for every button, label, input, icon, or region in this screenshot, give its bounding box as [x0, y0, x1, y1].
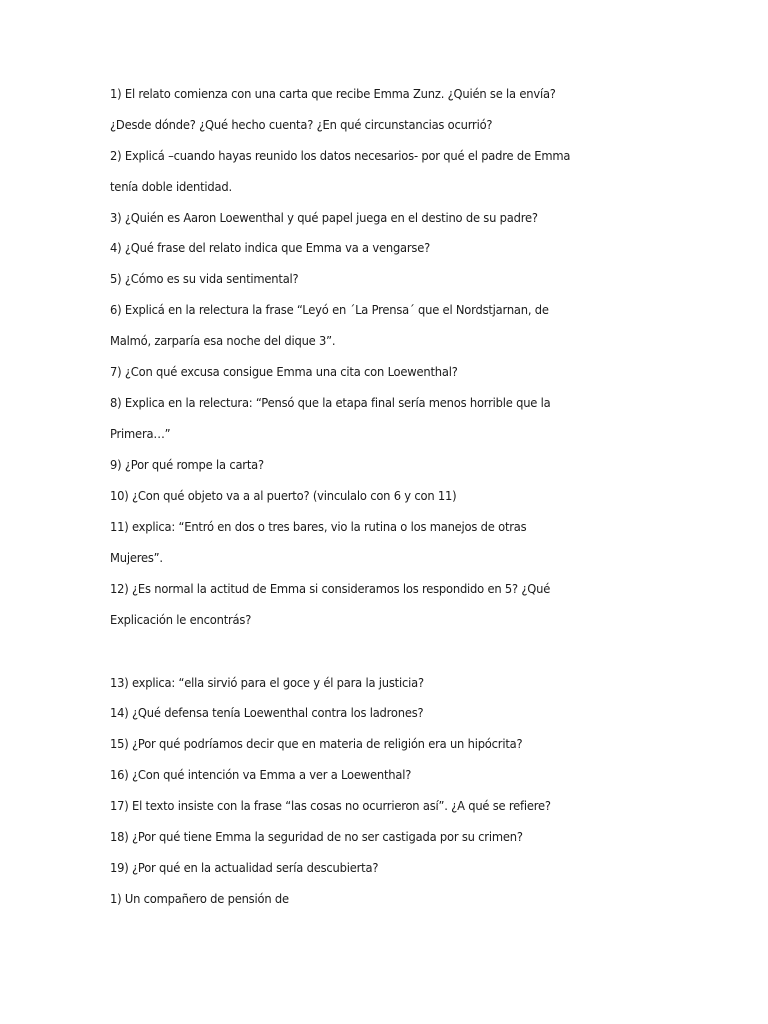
question-3: 3) ¿Quién es Aaron Loewenthal y qué papel juega en el destino de su padre?: [110, 211, 538, 226]
question-4: 4) ¿Qué frase del relato indica que Emma va a vengarse?: [110, 241, 431, 256]
question-12-line-2: Explicación le encontrás?: [110, 613, 252, 628]
question-2-line-2: tenía doble identidad.: [110, 180, 232, 195]
question-15: 15) ¿Por qué podríamos decir que en materia de religión era un hipócrita?: [110, 737, 523, 752]
question-8-line-2: Primera…”: [110, 427, 171, 442]
question-17: 17) El texto insiste con la frase “las cosas no ocurrieron así”. ¿A qué se refiere?: [110, 799, 551, 814]
question-16: 16) ¿Con qué intención va Emma a ver a Loewenthal?: [110, 768, 412, 783]
question-8-line-1: 8) Explica en la relectura: “Pensó que la etapa final sería menos horrible que la: [110, 396, 551, 411]
question-19: 19) ¿Por qué en la actualidad sería descubierta?: [110, 861, 379, 876]
question-12-line-1: 12) ¿Es normal la actitud de Emma si consideramos los respondido en 5? ¿Qué: [110, 582, 551, 597]
question-6-line-1: 6) Explicá en la relectura la frase “Leyó en ´La Prensa´ que el Nordstjarnan, de: [110, 303, 549, 318]
question-10: 10) ¿Con qué objeto va a al puerto? (vinculalo con 6 y con 11): [110, 489, 457, 504]
question-2-line-1: 2) Explicá –cuando hayas reunido los datos necesarios- por qué el padre de Emma: [110, 149, 571, 164]
question-5: 5) ¿Cómo es su vida sentimental?: [110, 272, 299, 287]
question-1-line-1: 1) El relato comienza con una carta que recibe Emma Zunz. ¿Quién se la envía?: [110, 87, 556, 102]
question-11-line-2: Mujeres”.: [110, 551, 163, 566]
question-6-line-2: Malmó, zarparía esa noche del dique 3”.: [110, 334, 336, 349]
question-11-line-1: 11) explica: “Entró en dos o tres bares, vio la rutina o los manejos de otras: [110, 520, 527, 535]
question-13: 13) explica: “ella sirvió para el goce y él para la justicia?: [110, 676, 424, 691]
question-1-line-2: ¿Desde dónde? ¿Qué hecho cuenta? ¿En qué circunstancias ocurrió?: [110, 118, 493, 133]
question-7: 7) ¿Con qué excusa consigue Emma una cita con Loewenthal?: [110, 365, 458, 380]
question-14: 14) ¿Qué defensa tenía Loewenthal contra los ladrones?: [110, 706, 424, 721]
question-18: 18) ¿Por qué tiene Emma la seguridad de no ser castigada por su crimen?: [110, 830, 523, 845]
answer-1: 1) Un compañero de pensión de: [110, 892, 289, 907]
question-9: 9) ¿Por qué rompe la carta?: [110, 458, 264, 473]
